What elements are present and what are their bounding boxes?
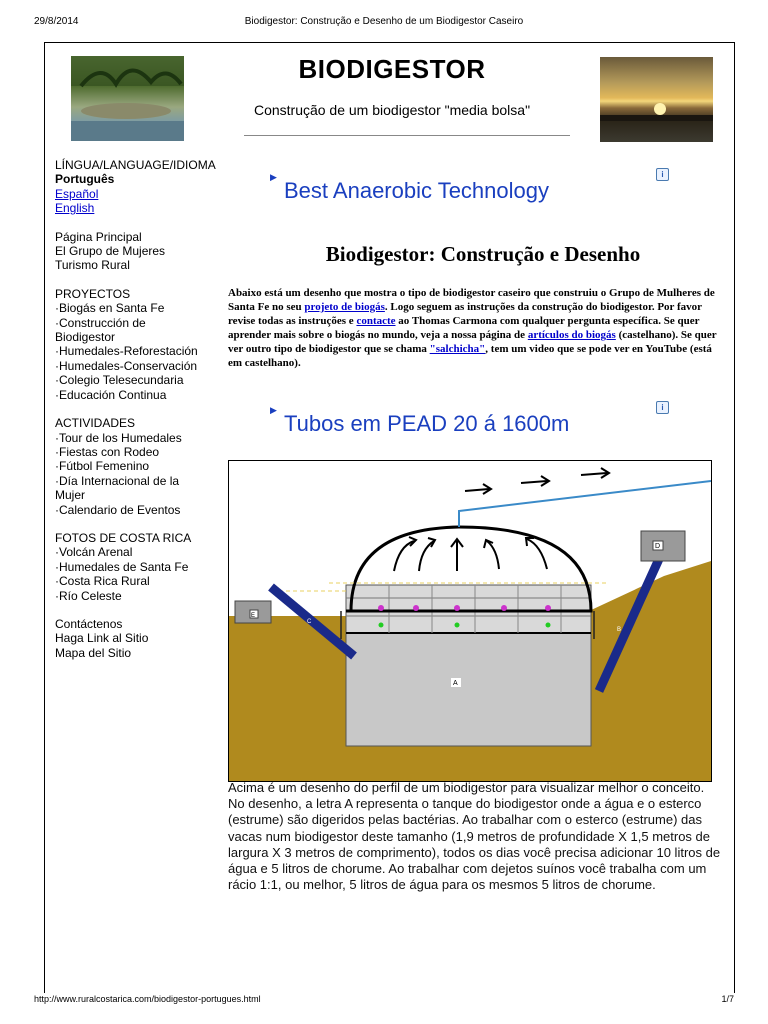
nav-link-home[interactable]: Página Principal: [55, 229, 142, 244]
nav-link-womens-day-cont[interactable]: Mujer: [55, 488, 86, 503]
nav-link-rural-tourism[interactable]: Turismo Rural: [55, 258, 130, 273]
language-group: [55, 158, 225, 216]
ad-link-pipes[interactable]: Tubos em PEAD 20 á 1600m: [284, 411, 570, 436]
nav-link-womens-soccer[interactable]: ·Fútbol Femenino: [55, 459, 150, 474]
projects-heading: PROYECTOS: [55, 286, 131, 301]
intro-link[interactable]: contacte: [356, 315, 396, 327]
ad-link-anaerobic[interactable]: Best Anaerobic Technology: [284, 178, 549, 203]
nav-link-school[interactable]: ·Colegio Telesecundaria: [55, 373, 184, 388]
label-c: C: [307, 619, 312, 625]
label-b: B: [617, 627, 622, 633]
print-page-number: 1/7: [721, 994, 734, 1004]
nav-link-santa-fe-wetlands[interactable]: ·Humedales de Santa Fe: [55, 559, 189, 574]
intro-link[interactable]: projeto de biogás: [304, 301, 385, 313]
header-divider: [244, 135, 570, 136]
article-intro: [228, 286, 724, 370]
language-current: Português: [55, 172, 115, 187]
ad-info-icon[interactable]: i: [656, 168, 669, 181]
nav-link-construction[interactable]: ·Construcción de: [55, 315, 146, 330]
manure-level-dot: [454, 605, 460, 611]
sidebar-nav: [55, 158, 225, 674]
nav-link-contact[interactable]: Contáctenos: [55, 616, 123, 631]
biodigestor-diagram: [228, 460, 712, 782]
activities-group: [55, 416, 225, 517]
intro-text: . Logo seguem as instruções da construção do biodigestor. Por favor revise todas as instruções e: [228, 301, 702, 327]
print-date: 29/8/2014: [34, 16, 79, 27]
language-link-espanol[interactable]: Español: [55, 186, 99, 201]
nav-link-reforestation[interactable]: ·Humedales-Reforestación: [55, 344, 198, 359]
header-photo-wetland: [71, 56, 184, 141]
nav-link-rural-cr[interactable]: ·Costa Rica Rural: [55, 574, 150, 589]
sunset-photo-icon: [600, 57, 713, 142]
nav-link-biogas[interactable]: ·Biogás en Santa Fe: [55, 301, 165, 316]
nav-link-arenal[interactable]: ·Volcán Arenal: [55, 545, 133, 560]
header-photo-sunset: [600, 57, 713, 142]
diagram-caption: Acima é um desenho do perfil de um biodigestor para visualizar melhor o conceito. No desenho, a letra A representa o tanque do biodigestor onde a água e o esterco (estrume) são digeridos pelas bactérias. Ao trabalhar com o esterco (estrume) das vacas num biodigestor deste tamanho (1,9 metros de profundidade X 1,5 metros de largura X 3 metros de comprimento), todos os dias você precisa adicionar 10 litros de água e 5 litros de chorume. Ao trabalhar com dejetos suínos você trabalha com um rácio 1:1, ou melhor, 5 litros de água para os mesmos 5 litros de chorume.: [228, 780, 721, 893]
footer-links-group: [55, 617, 225, 660]
nav-link-conservation[interactable]: ·Humedales-Conservación: [55, 358, 198, 373]
ad-arrow-icon[interactable]: ▶: [270, 172, 277, 182]
article-title: Biodigestor: Construção e Desenho: [325, 242, 641, 266]
water-level-dot: [379, 623, 384, 628]
nav-link-construction-cont[interactable]: Biodigestor: [55, 330, 116, 345]
ad-info-icon[interactable]: i: [656, 401, 669, 414]
site-title: BIODIGESTOR: [298, 54, 486, 84]
nav-link-rio-celeste[interactable]: ·Río Celeste: [55, 588, 122, 603]
intro-link[interactable]: artículos do biogás: [527, 329, 616, 341]
print-url: http://www.ruralcostarica.com/biodigestor-portugues.html: [34, 994, 261, 1004]
photos-group: [55, 531, 225, 603]
nav-link-link-site[interactable]: Haga Link al Sitio: [55, 631, 149, 646]
activities-heading: ACTIVIDADES: [55, 416, 136, 431]
water-level-dot: [546, 623, 551, 628]
intro-link[interactable]: "salchicha": [429, 343, 486, 355]
wetland-photo-icon: [71, 56, 184, 141]
label-a: A: [453, 680, 458, 687]
photos-heading: FOTOS DE COSTA RICA: [55, 530, 192, 545]
nav-link-womens-day[interactable]: ·Día Internacional de la: [55, 473, 180, 488]
intro-text: ao Thomas Carmona com qualquer pergunta específica. Se quer aprender mais sobre o biogás no mundo, veja a nossa página de: [228, 315, 700, 341]
manure-level-dot: [545, 605, 551, 611]
nav-link-events[interactable]: ·Calendario de Eventos: [55, 502, 181, 517]
nav-link-rodeo[interactable]: ·Fiestas con Rodeo: [55, 444, 160, 459]
main-links-group: [55, 230, 225, 273]
label-e: E: [251, 613, 256, 619]
projects-group: [55, 287, 225, 402]
intro-text: , tem um video que se pode ver en YouTube (está em castelhano).: [228, 343, 712, 369]
manure-level-dot: [501, 605, 507, 611]
intro-text: Abaixo está um desenho que mostra o tipo de biodigestor caseiro que construiu o Grupo de Mulheres de Santa Fe no seu: [228, 287, 715, 313]
language-heading: LÍNGUA/LANGUAGE/IDIOMA: [55, 158, 216, 172]
print-title: Biodigestor: Construção e Desenho de um Biodigestor Caseiro: [244, 16, 524, 27]
nav-link-women-group[interactable]: El Grupo de Mujeres: [55, 244, 166, 259]
nav-link-sitemap[interactable]: Mapa del Sitio: [55, 645, 132, 660]
nav-link-wetlands-tour[interactable]: ·Tour de los Humedales: [55, 430, 182, 445]
manure-level-dot: [378, 605, 384, 611]
intro-text: (castelhano). Se quer ver outro tipo de biodigestor que se chama: [228, 329, 717, 355]
ad-arrow-icon[interactable]: ▶: [270, 405, 277, 415]
manure-level-dot: [413, 605, 419, 611]
nav-link-education[interactable]: ·Educación Continua: [55, 387, 167, 402]
language-link-english[interactable]: English: [55, 201, 95, 216]
site-subtitle: Construção de um biodigestor "media bolsa": [253, 102, 531, 118]
label-d: D: [655, 543, 661, 550]
water-level-dot: [455, 623, 460, 628]
